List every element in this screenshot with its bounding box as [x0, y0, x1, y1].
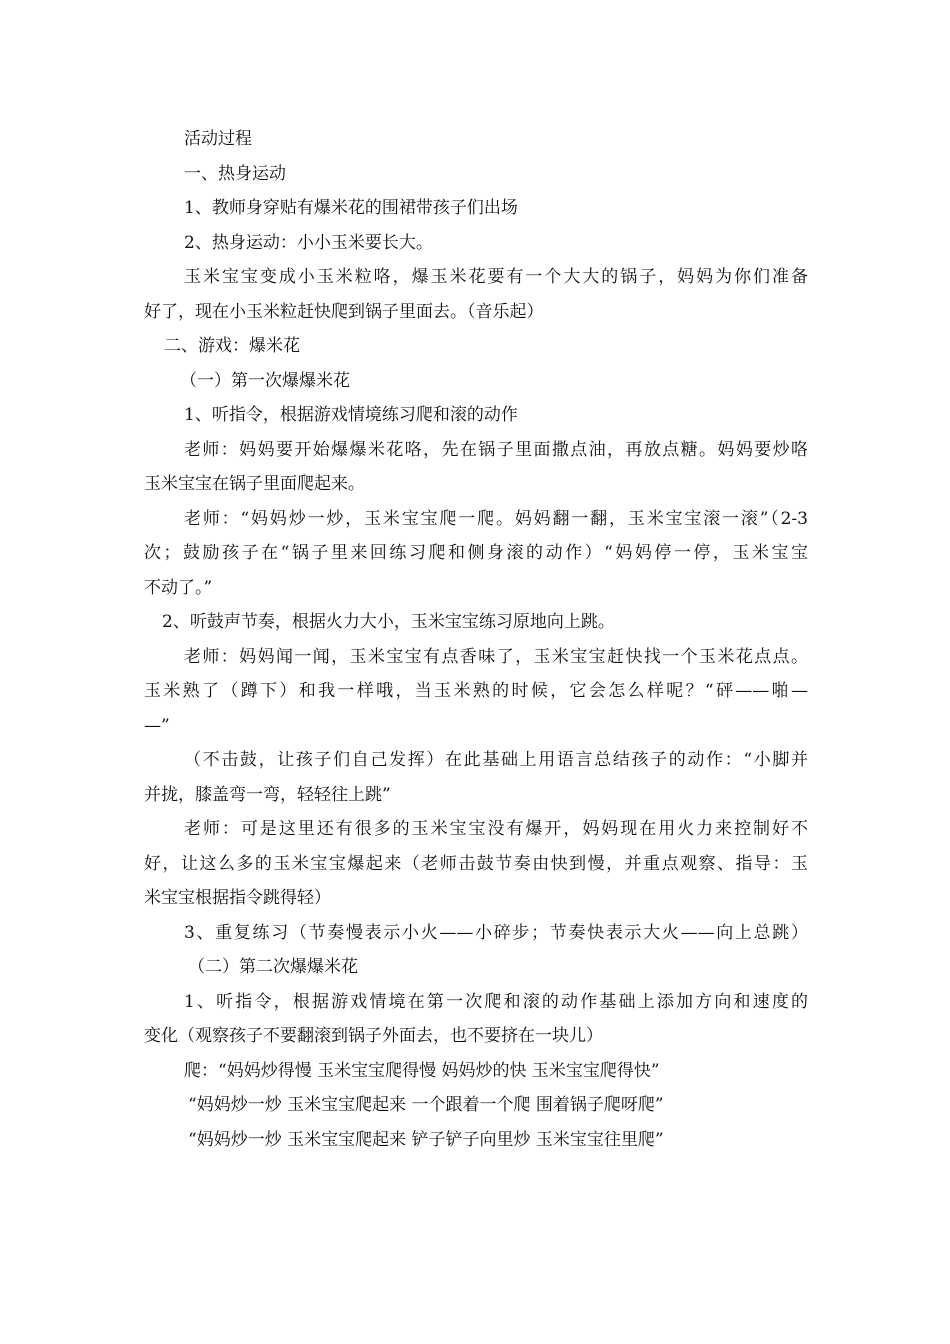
text-line: 爬：“妈妈炒得慢 玉米宝宝爬得慢 妈妈炒的快 玉米宝宝爬得快” [184, 1060, 660, 1081]
text-line: 好，让这么多的玉米宝宝爆起来（老师击鼓节奏由快到慢，并重点观察、指导：玉 [144, 853, 808, 874]
text-line: “妈妈炒一炒 玉米宝宝爬起来 一个跟着一个爬 围着锅子爬呀爬” [188, 1095, 664, 1115]
text-line: 一、热身运动 [184, 163, 286, 184]
text-line: 玉米熟了（蹲下）和我一样哦，当玉米熟的时候，它会怎么样呢？“砰——啪— [144, 681, 808, 701]
text-line: 老师：可是这里还有很多的玉米宝宝没有爆开，妈妈现在用火力来控制好不 [184, 819, 808, 839]
text-line: 1、教师身穿贴有爆米花的围裙带孩子们出场 [184, 198, 518, 218]
text-line: 玉米宝宝变成小玉米粒咯，爆玉米花要有一个大大的锅子，妈妈为你们准备 [184, 267, 808, 287]
text-line: 2、听鼓声节奏，根据火力大小，玉米宝宝练习原地向上跳。 [162, 612, 615, 632]
text-line: 1、听指令，根据游戏情境练习爬和滚的动作 [184, 405, 518, 425]
text-line: 次；鼓励孩子在“锅子里来回练习爬和侧身滚的动作）“妈妈停一停，玉米宝宝 [144, 543, 808, 563]
text-line: 2、热身运动：小小玉米要长大。 [184, 232, 433, 253]
text-line: 并拢，膝盖弯一弯，轻轻往上跳” [144, 784, 391, 805]
text-line: 老师：妈妈闻一闻，玉米宝宝有点香味了，玉米宝宝赶快找一个玉米花点点。 [184, 646, 808, 667]
text-line: 不动了。” [144, 577, 213, 598]
text-line: （二）第二次爆爆米花 [188, 957, 358, 977]
text-line: 老师：妈妈要开始爆爆米花咯，先在锅子里面撒点油，再放点糖。妈妈要炒咯 [184, 439, 808, 460]
text-line: 3、重复练习（节奏慢表示小火——小碎步；节奏快表示大火——向上总跳） [184, 922, 808, 943]
text-line: 活动过程 [184, 129, 252, 149]
text-line: 二、游戏：爆米花 [164, 336, 300, 356]
text-line: 变化（观察孩子不要翻滚到锅子外面去，也不要挤在一块儿） [144, 1026, 603, 1046]
text-line: （不击鼓，让孩子们自己发挥）在此基础上用语言总结孩子的动作：“小脚并 [184, 750, 808, 770]
text-line: 1、听指令，根据游戏情境在第一次爬和滚的动作基础上添加方向和速度的 [184, 991, 808, 1012]
text-line: 好了，现在小玉米粒赶快爬到锅子里面去。（音乐起） [144, 301, 544, 322]
text-line: “妈妈炒一炒 玉米宝宝爬起来 铲子铲子向里炒 玉米宝宝往里爬” [188, 1129, 664, 1150]
text-line: 老师：“妈妈炒一炒，玉米宝宝爬一爬。妈妈翻一翻，玉米宝宝滚一滚”（2-3 [184, 508, 808, 529]
text-line: （一）第一次爆爆米花 [180, 370, 350, 391]
text-line: 玉米宝宝在锅子里面爬起来。 [144, 474, 365, 494]
document-page [144, 122, 808, 1157]
text-line: 米宝宝根据指令跳得轻） [144, 888, 331, 908]
text-line: —” [144, 715, 170, 736]
